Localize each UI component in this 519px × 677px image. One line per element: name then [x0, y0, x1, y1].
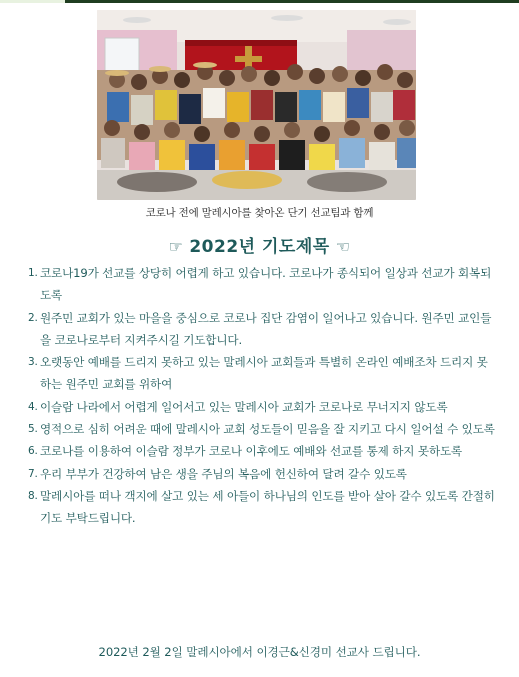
- prayer-list: [28, 262, 498, 530]
- prayer-number: 1.: [28, 267, 38, 279]
- prayer-text: 오랫동안 예배를 드리지 못하고 있는 말레시아 교회들과 특별히 온라인 예배조차 드리지 못하는 원주민 교회를 위하여: [40, 355, 488, 392]
- prayer-number: 6.: [28, 445, 38, 458]
- pointing-right-hand-icon: ☞: [168, 237, 184, 256]
- prayer-text: 코로나를 이용하여 이슬람 정부가 코로나 이후에도 예배와 선교를 통제 하지 못하도록: [40, 444, 463, 459]
- prayer-item: [28, 396, 498, 418]
- prayer-number: 3.: [28, 356, 38, 369]
- prayer-text: 말레시아를 떠나 객지에 살고 있는 세 아들이 하나님의 인도를 받아 살아 갈수 있도록 간절히 기도 부탁드립니다.: [40, 488, 495, 526]
- prayer-number: 8.: [28, 489, 38, 502]
- prayer-number: 5.: [28, 423, 38, 436]
- prayer-text: 영적으로 심히 어려운 때에 말레시아 교회 성도들이 믿음을 잘 지키고 다시 일어설 수 있도록: [40, 422, 495, 437]
- pointing-left-hand-icon: ☜: [335, 237, 351, 256]
- prayer-text: 코로나19가 선교를 상당히 어렵게 하고 있습니다. 코로나가 종식되어 일상과 선교가 회복되도록: [40, 266, 492, 303]
- prayer-text: 원주민 교회가 있는 마을을 중심으로 코로나 집단 감염이 일어나고 있습니다. 원주민 교인들을 코로나로부터 지켜주시길 기도합니다.: [40, 310, 492, 347]
- prayer-number: 4.: [28, 400, 38, 413]
- top-border: [0, 0, 519, 4]
- prayer-item: [28, 440, 498, 462]
- prayer-item: [28, 351, 498, 396]
- prayer-text: 이슬람 나라에서 어렵게 일어서고 있는 말레시아 교회가 코로나로 무너지지 않도록: [40, 399, 448, 414]
- top-border-light: [0, 0, 65, 3]
- prayer-item: [28, 262, 498, 307]
- prayer-number: 7.: [28, 467, 38, 480]
- prayer-item: [28, 418, 498, 440]
- prayer-number: 2.: [28, 311, 38, 324]
- photo-caption: 코로나 전에 말레시아를 찾아온 단기 선교팀과 함께: [145, 207, 374, 219]
- group-photo: [97, 10, 416, 200]
- prayer-item: [28, 463, 498, 485]
- top-border-dark: [0, 0, 519, 3]
- signoff: 2022년 2월 2일 말레시아에서 이경근&신경미 선교사 드립니다.: [98, 645, 421, 659]
- prayer-item: [28, 485, 498, 530]
- prayer-text: 우리 부부가 건강하여 남은 생을 주님의 복음에 헌신하여 달려 갈수 있도록: [40, 466, 407, 481]
- page-title: [0, 232, 519, 257]
- prayer-item: [28, 307, 498, 352]
- group-photo-icon: [97, 10, 416, 200]
- title-text: 2022년 기도제목: [189, 237, 330, 257]
